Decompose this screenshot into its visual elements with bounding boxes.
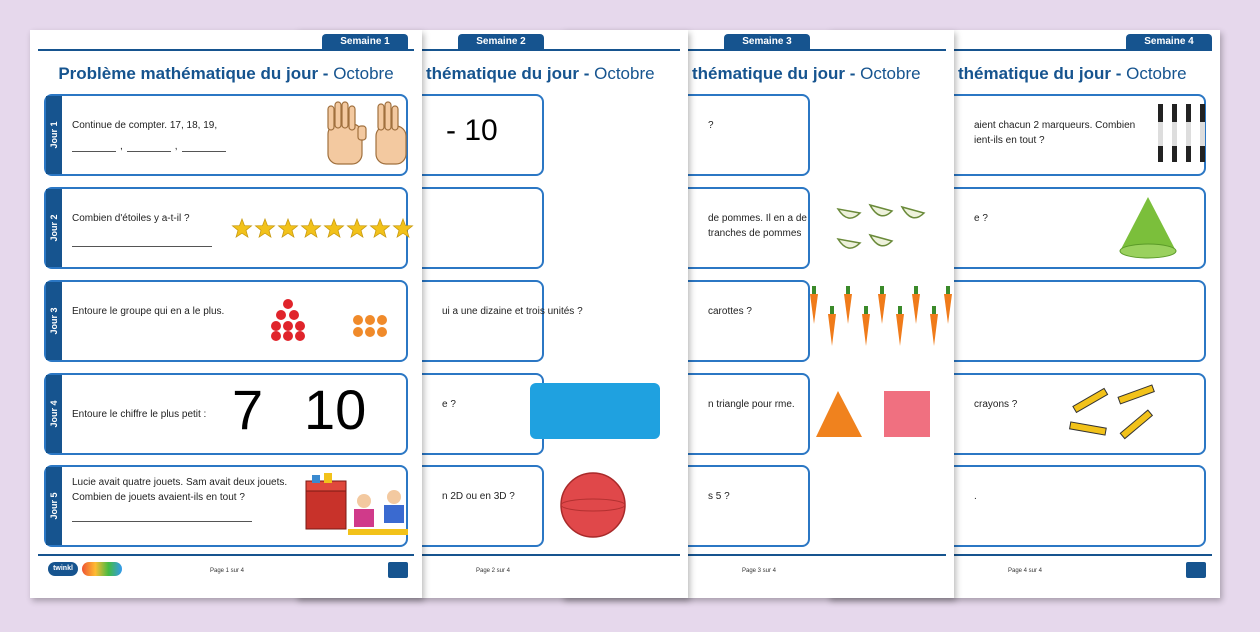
day-tab: Jour 2 <box>46 189 62 267</box>
day-tab: Jour 1 <box>46 96 62 174</box>
week-tab: Semaine 1 <box>322 34 408 50</box>
answer-line[interactable] <box>72 234 212 247</box>
number-choice-1[interactable]: 7 <box>232 378 264 441</box>
star-icon <box>348 219 367 237</box>
star-icon <box>279 219 298 237</box>
children-toys-icon <box>304 473 414 539</box>
star-icon <box>325 219 344 237</box>
title-text: Problème mathématique du jour <box>58 64 319 83</box>
star-icon <box>371 219 390 237</box>
month: Octobre <box>594 64 655 83</box>
star-icon <box>233 219 252 237</box>
twinkl-logo: twinkl <box>48 562 78 576</box>
header-rule <box>38 49 414 51</box>
cone-icon <box>1116 195 1180 261</box>
question-text: n triangle pour rme. <box>708 399 795 410</box>
question-text: . <box>974 491 977 502</box>
day-tab: Jour 4 <box>46 375 62 453</box>
question-text: Lucie avait quatre jouets. Sam avait deux jouets. Combien de jouets avaient-ils en tout ? <box>72 475 300 522</box>
month: Octobre <box>860 64 921 83</box>
title-text: thématique du jour <box>426 64 579 83</box>
day-box-4 <box>44 373 408 455</box>
month: Octobre <box>333 64 394 83</box>
page-title: thématique du jour - Octobre <box>958 64 1187 83</box>
week-tab: Semaine 3 <box>724 34 810 50</box>
page-number: Page 2 sur 4 <box>476 568 511 574</box>
question-text: crayons ? <box>974 399 1018 410</box>
apple-slices-icon <box>834 195 934 259</box>
day-tab: Jour 5 <box>46 467 62 545</box>
footer-rule <box>38 554 414 556</box>
question-text: e ? <box>442 399 456 410</box>
question-text: aient chacun 2 marqueurs. Combien ient-ils en tout ? <box>974 120 1136 146</box>
week-tab: Semaine 4 <box>1126 34 1212 50</box>
star-icon <box>256 219 275 237</box>
rainbow-logo-icon <box>82 562 122 576</box>
question-text: de pommes. Il en a de tranches de pommes <box>708 213 807 239</box>
dot-groups-icon <box>268 298 418 346</box>
page-number: Page 3 sur 4 <box>742 568 777 574</box>
page-title: Problème mathématique du jour - Octobre <box>58 64 394 83</box>
footer-logo-icon <box>1186 562 1206 578</box>
shapes-icon <box>814 389 934 441</box>
day-box-5 <box>44 465 408 547</box>
question-text: Entoure le chiffre le plus petit : <box>72 409 207 420</box>
answer-line[interactable] <box>72 509 252 522</box>
carrots-icon <box>804 284 954 358</box>
worksheet-page-1 <box>30 30 422 598</box>
question-text: Entoure le groupe qui en a le plus. <box>72 306 225 317</box>
subtraction-text: - 10 <box>446 114 498 147</box>
star-icon <box>394 219 413 237</box>
question-text: ui a une dizaine et trois unités ? <box>442 306 583 317</box>
footer <box>30 562 422 578</box>
rectangle-shape <box>530 383 660 439</box>
title-text: thématique du jour <box>958 64 1111 83</box>
page-title: thématique du jour - Octobre <box>426 64 655 83</box>
pencils-icon <box>1064 381 1164 445</box>
day-box-2 <box>44 187 408 269</box>
number-choice-2[interactable]: 10 <box>304 378 367 441</box>
sphere-icon <box>558 471 628 539</box>
month: Octobre <box>1126 64 1187 83</box>
question-text: s 5 ? <box>708 491 730 502</box>
page-number: Page 4 sur 4 <box>1008 568 1043 574</box>
question-text: n 2D ou en 3D ? <box>442 491 515 502</box>
week-tab: Semaine 2 <box>458 34 544 50</box>
page-number: Page 1 sur 4 <box>210 568 245 574</box>
day-tab: Jour 3 <box>46 282 62 360</box>
hands-icon <box>322 100 418 170</box>
question-text: ? <box>708 120 714 131</box>
day-box-3 <box>44 280 408 362</box>
question-text: e ? <box>974 213 988 224</box>
star-icon <box>302 219 321 237</box>
question-text: carottes ? <box>708 306 752 317</box>
question-text: Combien d'étoiles y a-t-il ? <box>72 211 242 247</box>
page-title: thématique du jour - Octobre <box>692 64 921 83</box>
question-text: Continue de compter. 17, 18, 19, , , <box>72 118 242 154</box>
markers-icon <box>1154 102 1214 166</box>
day-box-1 <box>44 94 408 176</box>
title-text: thématique du jour <box>692 64 845 83</box>
footer-logo-icon <box>388 562 408 578</box>
answer-blanks[interactable]: , , <box>72 139 242 154</box>
stars-icon <box>230 217 420 241</box>
